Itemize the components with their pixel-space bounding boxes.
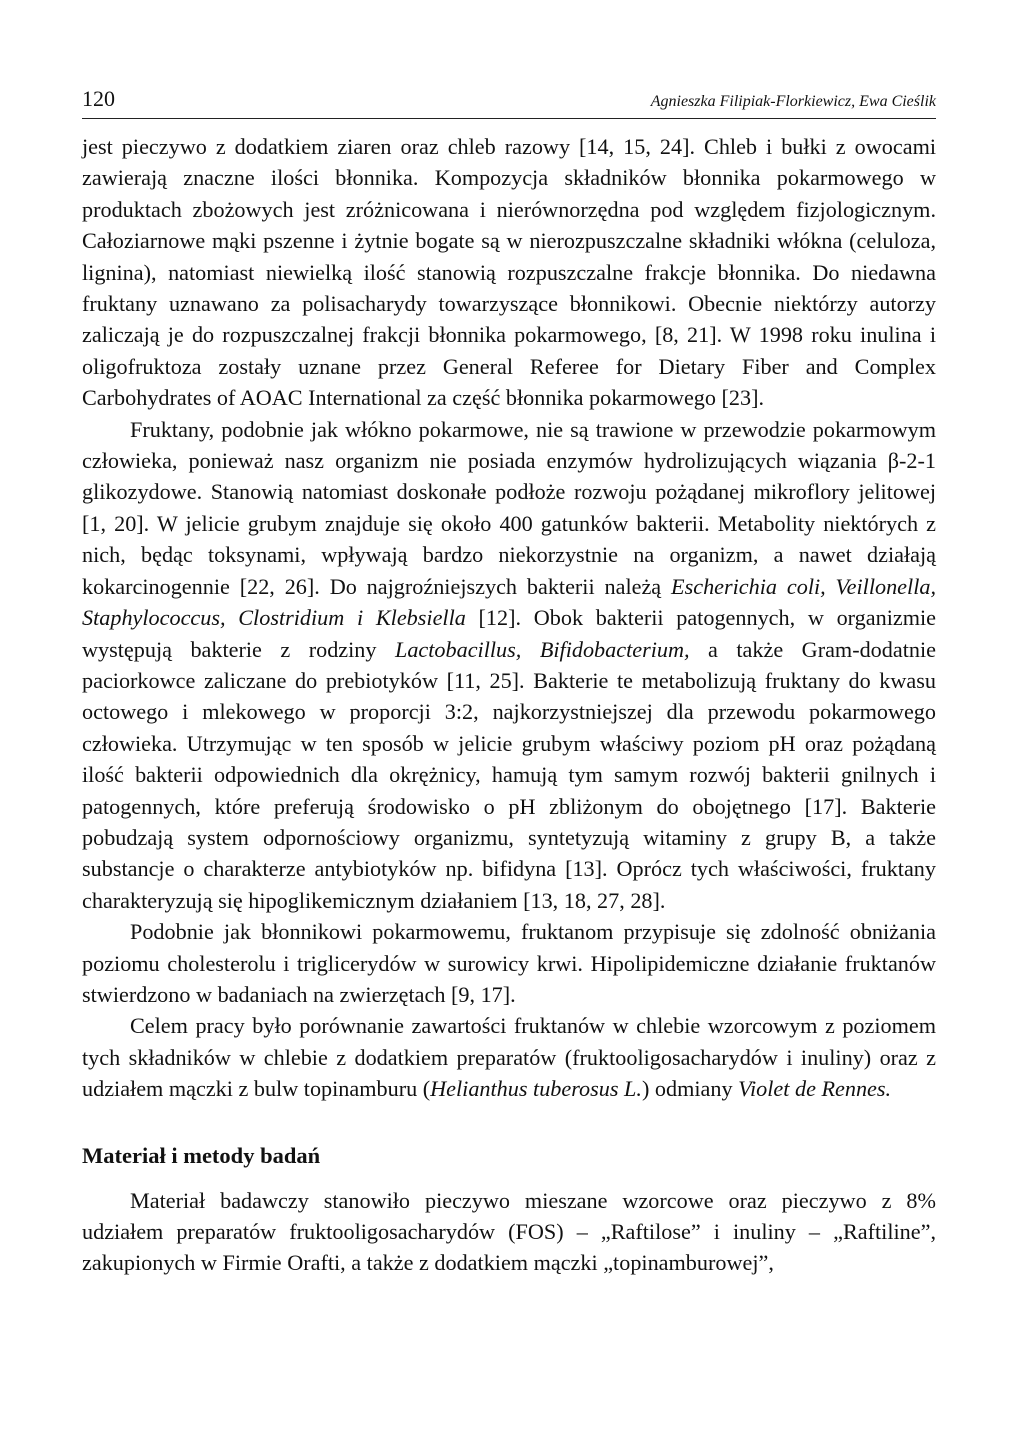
section-heading: Materiał i metody badań xyxy=(82,1142,321,1168)
italic-species-names: Escherichia coli, Veillonella, Staphylococcus, Clostridium i Klebsiella xyxy=(82,573,936,631)
text-segment: Podobnie jak błonnikowi pokarmowemu, fruktanom przypisuje się zdolność obniżania poziomu cholesterolu i triglicerydów w surowicy krwi. Hipolipidemiczne działanie fruktanów stwierdzono w badaniach na zwierzętach [9, 17]. xyxy=(82,919,936,1007)
text-segment: ) odmiany xyxy=(641,1076,739,1102)
paragraph xyxy=(82,1185,936,1279)
text-segment: Celem pracy było porównanie zawartości fruktanów w chlebie wzorcowym z poziomem tych składników w chlebie z dodatkiem preparatów (fruktooligosacharydów i inuliny) oraz z udziałem mączki z bulw topinamburu ( xyxy=(82,1013,936,1102)
text-segment: jest pieczywo z dodatkiem ziaren oraz chleb razowy [14, 15, 24]. Chleb i bułki z owocami zawierają znaczne ilości błonnika. Kompozycja składników błonnika pokarmowego w produktach zbożowych jest zróżnicowana i nierównorzędna pod względem fizjologicznym. Całoziarnowe mąki pszenne i żytnie bogate są w nierozpuszczalne składniki włókna (celuloza, lignina), natomiast niewielką ilość stanowią rozpuszczalne frakcje błonnika. Do niedawna fruktany uznawano za polisacharydy towarzyszące błonnikowi. Obecnie niektórzy autorzy zaliczają je do rozpuszczalnej frakcji błonnika pokarmowego, [8, 21]. W 1998 roku inulina i oligofruktoza zostały uznane przez General Referee for Dietary Fiber and Complex Carbohydrates of AOAC International za część błonnika pokarmowego [23]. xyxy=(82,134,936,411)
body-text xyxy=(82,131,936,1279)
page-number: 120 xyxy=(82,86,115,111)
running-header xyxy=(82,86,936,119)
page xyxy=(82,86,936,1279)
text-segment: Fruktany, podobnie jak włókno pokarmowe, nie są trawione w przewodzie pokarmowym człowieka, ponieważ nasz organizm nie posiada enzymów hydrolizujących wiązania β-2-1 glikozydowe. Stanowią natomiast doskonałe podłoże rozwoju pożądanej mikroflory jelitowej [1, 20]. W jelicie grubym znajduje się około 400 gatunków bakterii. Metabolity niektórych z nich, będąc toksynami, wpływają bardzo niekorzystnie na organizm, a nawet działają kokarcinogennie [22, 26]. Do najgroźniejszych bakterii należą xyxy=(82,416,936,599)
text-segment: a także Gram-dodatnie paciorkowce zaliczane do prebiotyków [11, 25]. Bakterie te metabolizują fruktany do kwasu octowego i mlekowego w proporcji 3:2, najkorzystniejszej dla przewodu pokarmowego człowieka. Utrzymując w ten sposób w jelicie grubym właściwy poziom pH oraz pożądaną ilość bakterii odpowiednich dla okrężnicy, hamują tym samym rozwój bakterii gnilnych i patogennych, które preferują środowisko o pH zbliżonym do obojętnego [17]. Bakterie pobudzają system odpornościowy organizmu, syntetyzują witaminy z grupy B, a także substancje o charakterze antybiotyków np. bifidyna [13]. Oprócz tych właściwości, fruktany charakteryzują się hipoglikemicznym działaniem [13, 18, 27, 28]. xyxy=(82,636,936,913)
text-segment: Materiał badawczy stanowiło pieczywo mieszane wzorcowe oraz pieczywo z 8% udziałem preparatów fruktooligosacharydów (FOS) – „Raftilose” i inuliny – „Raftiline”, zakupionych w Firmie Orafti, a także z dodatkiem mączki „topinamburowej”, xyxy=(82,1187,936,1276)
paragraph xyxy=(82,1010,936,1104)
paragraph xyxy=(82,414,936,917)
italic-variety-name: Violet de Rennes. xyxy=(738,1076,892,1102)
text-segment: [12]. Obok bakterii patogennych, w organizmie występują bakterie z rodziny xyxy=(82,605,936,662)
italic-genus-names: Lactobacillus, Bifidobacterium, xyxy=(394,636,690,662)
paragraph xyxy=(82,131,936,414)
italic-species-name: Helianthus tuberosus L. xyxy=(430,1076,642,1102)
paragraph xyxy=(82,916,936,1010)
running-head-authors: Agnieszka Filipiak-Florkiewicz, Ewa Cieślik xyxy=(650,93,936,110)
